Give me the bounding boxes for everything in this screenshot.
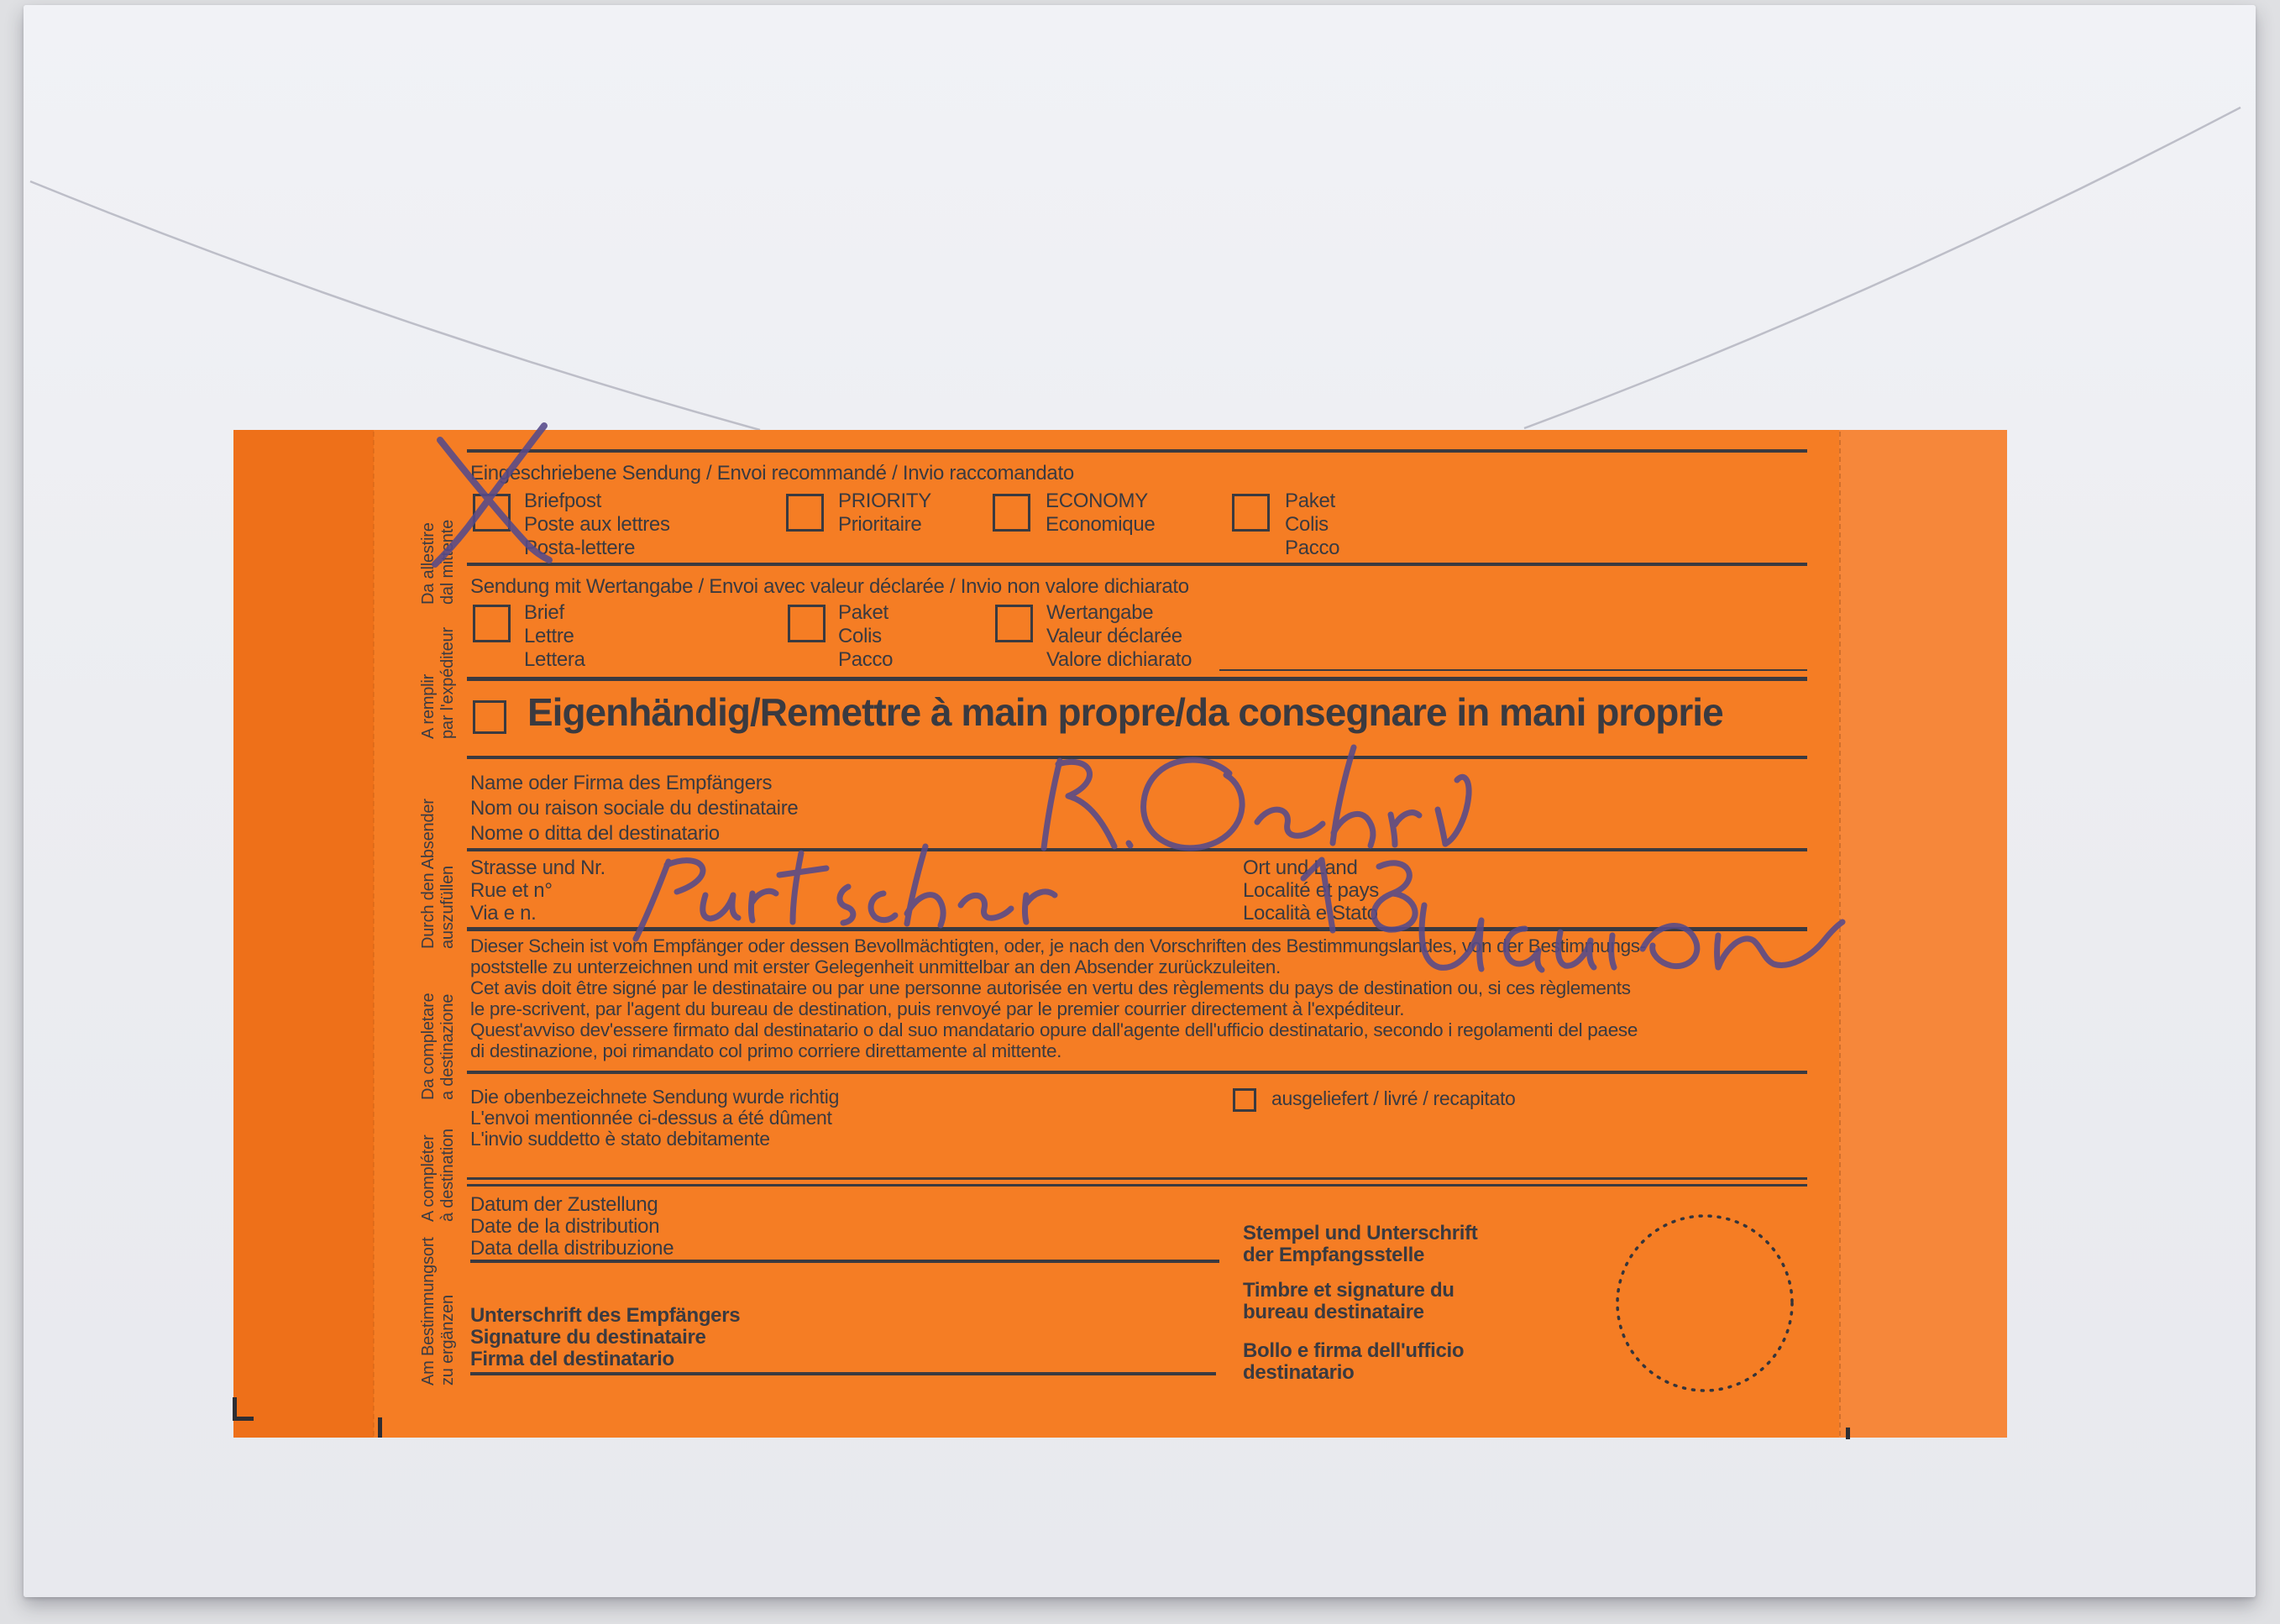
option-wertangabe: Wertangabe Valeur déclarée Valore dichiarato — [1046, 601, 1192, 671]
street-labels: Strasse und Nr. Rue et n° Via e n. — [470, 857, 605, 925]
option-brief: Brief Lettre Lettera — [524, 601, 585, 671]
handwritten-place — [1422, 905, 1842, 970]
side-label-destination-de: Am Bestimmungsort zu ergänzen — [419, 1237, 457, 1386]
stamp-office-it: Bollo e firma dell'ufficio destinatario — [1243, 1339, 1465, 1384]
value-section-header: Sendung mit Wertangabe / Envoi avec valeur déclarée / Invio non valore dichiarato — [470, 575, 1189, 598]
side-label-sender-de: Durch den Absender auszufüllen — [419, 799, 457, 949]
option-paket-value: Paket Colis Pacco — [838, 601, 894, 671]
stamp-office-fr: Timbre et signature du bureau destinataire — [1243, 1279, 1454, 1323]
handwritten-street — [636, 846, 1415, 939]
place-labels: Ort und Land Localité et pays Località e Stato — [1243, 857, 1379, 925]
side-label-destination-fr: A compléter à destination — [419, 1129, 457, 1222]
stamp-office-de: Stempel und Unterschrift der Empfangsstelle — [1243, 1222, 1478, 1266]
instructions-paragraph: Dieser Schein ist vom Empfänger oder dessen Bevollmächtigten, oder, je nach den Vorschriften des Bestimmungslandes, von der Bestimmungs- poststelle zu unterzeichnen und mit erster Gelegenheit unmittelbar an den Absender zurückzuleiten. Cet avis doit être signé par le destinataire ou par une personne autorisée en vertu des règlements du pays de destination ou, si ces règlements le pre-scrivent, par l'agent du bureau de destination, puis renvoyé par le premier courrier directement à l'expéditeur. Quest'avviso dev'essere firmato dal destinatario o dal suo mandatario opure dall'agente dell'ufficio destinatario, secondo i regolamenti del paese di destinazione, poi rimandato col primo corriere direttamente al mittente. — [470, 935, 1646, 1061]
side-label-sender-fr: A remplir par l'expéditeur — [419, 627, 457, 739]
handwritten-x-mark — [435, 426, 549, 564]
side-label-sender-it: Da allestire dal mittente — [419, 520, 457, 605]
option-briefpost: Briefpost Poste aux lettres Posta-lettere — [524, 490, 670, 559]
handwritten-name — [1044, 747, 1469, 848]
delivery-confirmation-lines: Die obenbezeichnete Sendung wurde richtig L'envoi mentionnée ci-dessus a été dûment L'invio suddetto è stato debitamente — [470, 1086, 840, 1150]
stamp-dotted-circle — [1617, 1216, 1792, 1391]
personal-delivery-label: Eigenhändig/Remettre à main propre/da consegnare in mani proprie — [527, 690, 1723, 734]
option-economy: ECONOMY Economique — [1046, 490, 1156, 536]
recipient-name-labels: Name oder Firma des Empfängers Nom ou raison sociale du destinataire Nome o ditta del destinatario — [470, 772, 799, 845]
option-paket: Paket Colis Pacco — [1285, 490, 1340, 559]
delivery-date-labels: Datum der Zustellung Date de la distribution Data della distribuzione — [470, 1193, 674, 1260]
recipient-signature-labels: Unterschrift des Empfängers Signature du destinataire Firma del destinatario — [470, 1304, 741, 1370]
option-priority: PRIORITY Prioritaire — [838, 490, 931, 536]
side-label-destination-it: Da completare a destinazione — [419, 993, 457, 1100]
ausgeliefert-label: ausgeliefert / livré / recapitato — [1271, 1087, 1516, 1109]
registered-section-header: Eingeschriebene Sendung / Envoi recommandé / Invio raccomandato — [470, 462, 1074, 485]
